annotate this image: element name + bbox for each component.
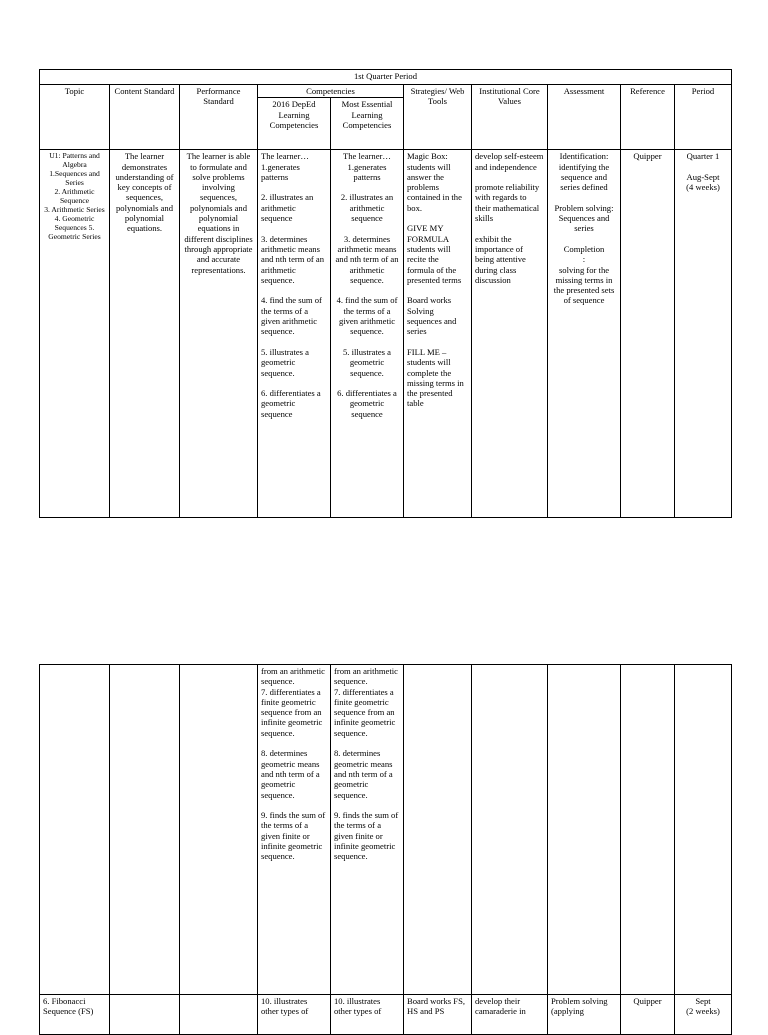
- core-values-cell: [472, 665, 548, 995]
- lesson-plan-table-continued: [39, 664, 732, 1035]
- strategies-cell: Magic Box: students will answer the problems contained in the box. GIVE MY FORMULA students will recite the formula of the presented terms Board works Solving sequences and series FILL ME – students will complete the missing terms in the presented table: [404, 150, 472, 518]
- core-values-cell: develop self-esteem and independence promote reliability with regards to their mathematical skills exhibit the importance of being attentive during class discussion: [472, 150, 548, 518]
- reference-cell: [621, 665, 675, 995]
- content-standard-cell: [110, 665, 180, 995]
- assessment-cell: [548, 665, 621, 995]
- deped-competencies-cell: 10. illustrates other types of: [258, 995, 331, 1035]
- topic-cell: U1: Patterns and Algebra 1.Sequences and Series 2. Arithmetic Sequence 3. Arithmetic Series 4. Geometric Sequences 5. Geometric Series: [40, 150, 110, 518]
- assessment-cell: Identification: identifying the sequence and series defined Problem solving: Sequences and series Completion : solving for the missing terms in the presented sets of sequence: [548, 150, 621, 518]
- content-standard-cell: The learner demonstrates understanding of key concepts of sequences, polynomials and polynomial equations.: [110, 150, 180, 518]
- reference-cell: Quipper: [621, 995, 675, 1035]
- header-content-standard: Content Standard: [110, 85, 180, 150]
- header-melc: Most Essential Learning Competencies: [331, 98, 404, 150]
- performance-standard-cell: The learner is able to formulate and solve problems involving sequences, polynomials and polynomial equations in different disciplines through appropriate and accurate representations.: [180, 150, 258, 518]
- melc-cell: 10. illustrates other types of: [331, 995, 404, 1035]
- strategies-cell: [404, 665, 472, 995]
- header-strategies: Strategies/ Web Tools: [404, 85, 472, 150]
- header-deped-competencies: 2016 DepEd Learning Competencies: [258, 98, 331, 150]
- header-core-values: Institutional Core Values: [472, 85, 548, 150]
- period-cell: [675, 665, 732, 995]
- deped-competencies-cell: from an arithmetic sequence. 7. differentiates a finite geometric sequence from an infinite geometric sequence. 8. determines geometric means and nth term of a geometric sequence. 9. finds the sum of the terms of a given finite or infinite geometric sequence.: [258, 665, 331, 995]
- topic-cell: [40, 665, 110, 995]
- reference-cell: Quipper: [621, 150, 675, 518]
- topic-cell: 6. Fibonacci Sequence (FS): [40, 995, 110, 1035]
- table-row: [40, 995, 732, 1035]
- header-performance-standard: Performance Standard: [180, 85, 258, 150]
- strategies-cell: Board works FS, HS and PS: [404, 995, 472, 1035]
- quarter-header-row: [40, 70, 732, 85]
- period-cell: Quarter 1 Aug-Sept (4 weeks): [675, 150, 732, 518]
- quarter-title: 1st Quarter Period: [40, 70, 732, 85]
- content-standard-cell: [110, 995, 180, 1035]
- header-reference: Reference: [621, 85, 675, 150]
- header-period: Period: [675, 85, 732, 150]
- table-row: [40, 150, 732, 518]
- lesson-plan-table-quarter-1: [39, 69, 732, 518]
- column-header-row: [40, 85, 732, 98]
- table-row: [40, 665, 732, 995]
- header-competencies: Competencies: [258, 85, 404, 98]
- header-topic: Topic: [40, 85, 110, 150]
- melc-cell: The learner… 1.generates patterns 2. illustrates an arithmetic sequence 3. determines arithmetic means and nth term of an arithmetic sequence. 4. find the sum of the terms of a given arithmetic sequence. 5. illustrates a geometric sequence. 6. differentiates a geometric sequence: [331, 150, 404, 518]
- period-cell: Sept (2 weeks): [675, 995, 732, 1035]
- performance-standard-cell: [180, 665, 258, 995]
- melc-cell: from an arithmetic sequence. 7. differentiates a finite geometric sequence from an infinite geometric sequence. 8. determines geometric means and nth term of a geometric sequence. 9. finds the sum of the terms of a given finite or infinite geometric sequence.: [331, 665, 404, 995]
- header-assessment: Assessment: [548, 85, 621, 150]
- performance-standard-cell: [180, 995, 258, 1035]
- core-values-cell: develop their camaraderie in: [472, 995, 548, 1035]
- deped-competencies-cell: The learner… 1.generates patterns 2. illustrates an arithmetic sequence 3. determines arithmetic means and nth term of an arithmetic sequence. 4. find the sum of the terms of a given arithmetic sequence. 5. illustrates a geometric sequence. 6. differentiates a geometric sequence: [258, 150, 331, 518]
- assessment-cell: Problem solving (applying: [548, 995, 621, 1035]
